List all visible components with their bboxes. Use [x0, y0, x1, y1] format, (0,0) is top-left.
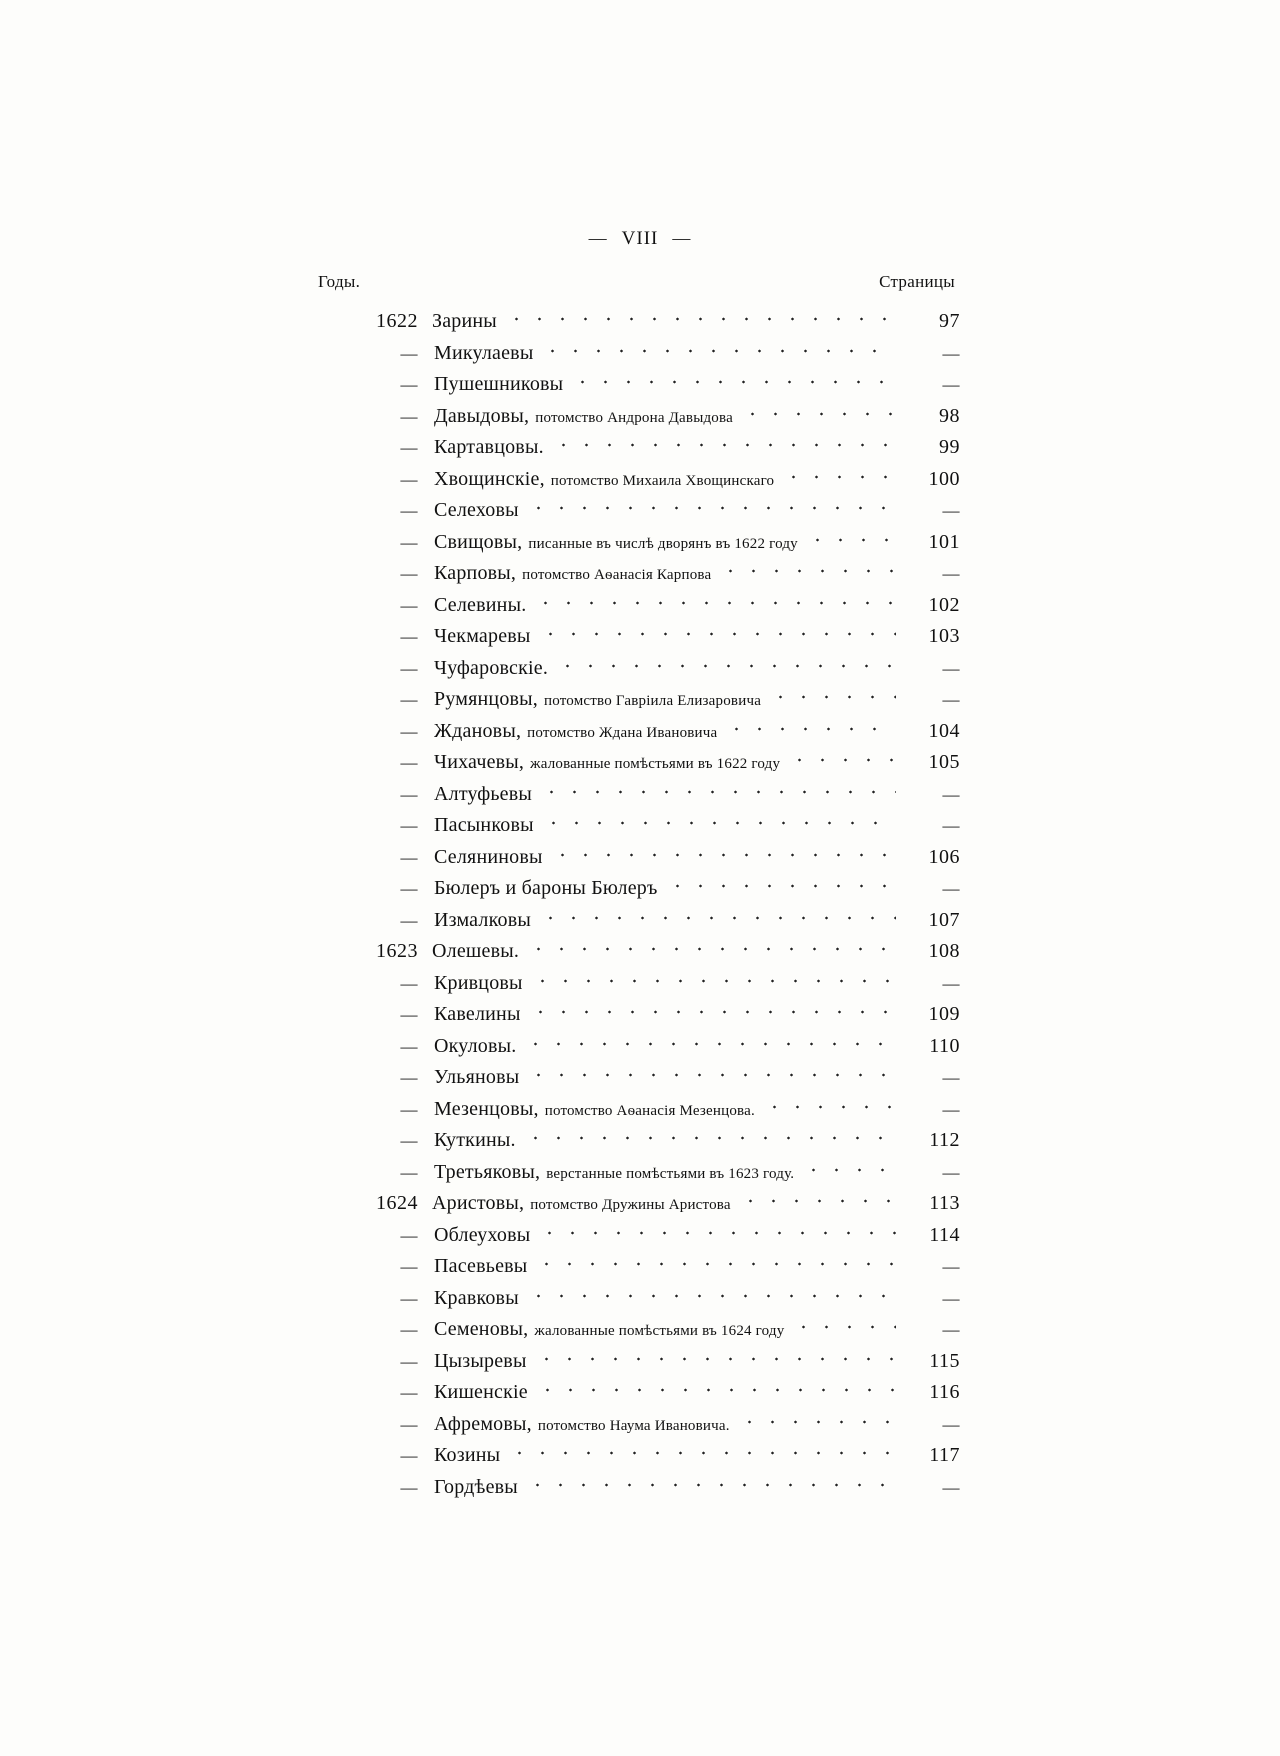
entry-body [434, 783, 902, 806]
entry-name: Окуловы. [434, 1034, 517, 1057]
entry-page-number: 103 [928, 625, 960, 647]
entry-year: — [400, 1257, 418, 1276]
entry-page-number: 117 [929, 1444, 960, 1466]
entry-body [434, 1318, 902, 1341]
toc-entry-row [340, 814, 960, 846]
entry-page-number: — [942, 1288, 960, 1308]
dot-leader [534, 599, 896, 607]
entry-body [434, 1066, 902, 1089]
toc-entry-row [340, 940, 960, 972]
toc-entry-row [340, 373, 960, 405]
entry-name: Микулаевы [434, 341, 534, 364]
dot-leader [540, 788, 896, 796]
entry-name: Пасынковы [434, 814, 534, 836]
entry-year: — [400, 343, 418, 363]
entry-year: — [400, 1162, 418, 1182]
dot-leader [802, 1166, 896, 1174]
entry-year: — [400, 501, 418, 520]
entry-name: Гордѣевы [434, 1475, 518, 1498]
entry-name: Карповы, [434, 562, 517, 584]
entry-body [434, 405, 902, 428]
entry-page-number: — [942, 879, 960, 898]
dot-leader [527, 1071, 896, 1079]
entry-year: — [400, 1005, 418, 1024]
toc-entry-row [340, 720, 960, 752]
entry-page-number: — [942, 973, 960, 993]
entry-body [434, 657, 902, 680]
entry-page-number: 106 [928, 845, 960, 868]
entry-page-number: 105 [928, 751, 960, 773]
toc-entry-row [340, 1318, 960, 1350]
entry-name: Олешевы. [432, 940, 520, 962]
entry-year: — [400, 879, 418, 898]
entry-body [434, 625, 902, 648]
table-of-contents [318, 272, 960, 1507]
entry-year: — [400, 721, 418, 741]
toc-entry-row [340, 1035, 960, 1067]
entry-body [434, 1224, 902, 1247]
entry-body [434, 594, 902, 617]
dot-leader [556, 662, 896, 670]
toc-entry-row [340, 783, 960, 815]
entry-body [434, 720, 902, 743]
toc-entry-row [340, 1287, 960, 1319]
entry-year: — [400, 1320, 418, 1339]
entry-page-number: 110 [929, 1034, 960, 1057]
entry-year: — [400, 627, 418, 646]
toc-entry-row [340, 1476, 960, 1508]
entry-year: — [400, 438, 418, 457]
entry-name: Кривцовы [434, 971, 523, 994]
entry-name: Пасевьевы [434, 1255, 528, 1277]
dot-leader [505, 315, 896, 323]
dot-leader [719, 567, 896, 575]
entry-page-number: — [942, 1320, 960, 1339]
dot-leader [741, 410, 896, 418]
entry-description: потомство Наума Ивановича. [537, 1417, 730, 1434]
entry-year: — [400, 564, 418, 583]
column-header-pages: Страницы [879, 272, 955, 291]
entry-name: Ульяновы [434, 1066, 520, 1088]
toc-entry-row [340, 751, 960, 783]
entry-page-number: 100 [928, 467, 960, 490]
entry-description: потомство Михаила Хвощинскаго [550, 472, 775, 489]
dot-leader [538, 1229, 896, 1237]
entry-body [434, 909, 902, 932]
toc-entry-row [340, 1444, 960, 1476]
entry-name: Куткины. [434, 1129, 516, 1151]
toc-entry-row [340, 972, 960, 1004]
toc-rows [340, 310, 960, 1507]
toc-entry-row [340, 468, 960, 500]
entry-name: Хвощинскіе, [434, 467, 545, 490]
entry-page-number: — [942, 1099, 960, 1119]
entry-description: жалованные помѣстьями въ 1624 году [534, 1323, 785, 1339]
dot-leader [769, 693, 896, 701]
entry-body [434, 562, 902, 585]
entry-body [434, 1035, 902, 1058]
entry-name: Ждановы, [434, 719, 522, 742]
entry-page-number: — [942, 784, 960, 804]
entry-body [432, 310, 902, 333]
dot-leader [529, 1008, 896, 1016]
entry-page-number: — [942, 1162, 960, 1182]
entry-page-number: 108 [928, 940, 960, 962]
toc-entry-row [340, 1255, 960, 1287]
entry-page-number: — [942, 1257, 960, 1276]
entry-page-number: 113 [929, 1192, 960, 1214]
dot-leader [551, 851, 896, 859]
dot-leader [552, 441, 896, 449]
toc-entry-row [340, 499, 960, 531]
entry-body [434, 846, 902, 869]
dot-leader [524, 1040, 896, 1048]
entry-description: потомство Аѳанасія Карпова [522, 567, 712, 583]
entry-year: — [400, 784, 418, 804]
entry-name: Облеуховы [434, 1223, 531, 1246]
dot-leader [535, 1355, 896, 1363]
entry-name: Селевины. [434, 593, 527, 616]
toc-entry-row [340, 909, 960, 941]
entry-name: Пушешниковы [434, 373, 564, 395]
dot-leader [806, 536, 896, 544]
entry-name: Давыдовы, [434, 404, 530, 427]
toc-entry-row [340, 877, 960, 909]
entry-name: Селеховы [434, 499, 519, 521]
toc-entry-row [340, 846, 960, 878]
dot-leader [763, 1103, 896, 1111]
entry-body [434, 531, 902, 554]
entry-page-number: 115 [929, 1349, 960, 1372]
entry-description: писанные въ числѣ дворянъ въ 1622 году [528, 535, 798, 552]
entry-name: Аристовы, [432, 1192, 525, 1214]
entry-name: Семеновы, [434, 1318, 529, 1340]
toc-entry-row [340, 594, 960, 626]
entry-page-number: — [942, 1068, 960, 1087]
entry-year: — [400, 532, 418, 552]
entry-body [434, 499, 902, 522]
entry-year: — [400, 1446, 418, 1465]
dot-leader [725, 725, 896, 733]
dot-leader [508, 1449, 896, 1457]
entry-page-number: 104 [928, 719, 960, 742]
entry-body [434, 436, 902, 459]
entry-page-number: 101 [928, 530, 960, 553]
entry-year: — [400, 1288, 418, 1308]
dot-leader [535, 1260, 896, 1268]
entry-body [434, 1413, 902, 1436]
entry-body [434, 1161, 902, 1184]
entry-year: — [400, 469, 418, 489]
toc-entry-row [340, 1381, 960, 1413]
entry-name: Афремовы, [434, 1412, 532, 1435]
toc-entry-row [340, 688, 960, 720]
entry-year: — [400, 973, 418, 993]
folio-number: VIII [621, 228, 659, 249]
toc-entry-row [340, 405, 960, 437]
dot-leader [542, 819, 896, 827]
entry-description: верстанные помѣстьями въ 1623 году. [546, 1165, 795, 1182]
entry-name: Бюлеръ и бароны Бюлеръ [434, 877, 658, 899]
toc-entry-row [340, 531, 960, 563]
dot-leader [536, 1386, 896, 1394]
entry-year: — [400, 910, 418, 930]
entry-year: — [400, 406, 418, 426]
dot-leader [738, 1418, 896, 1426]
entry-description: потомство Ждана Ивановича [527, 724, 718, 741]
entry-name: Чихачевы, [434, 751, 525, 773]
entry-page-number: 116 [929, 1381, 960, 1403]
entry-body [434, 814, 902, 837]
entry-body [434, 877, 902, 900]
entry-body [432, 940, 902, 963]
dot-leader [539, 914, 896, 922]
entry-page-number: 114 [929, 1223, 960, 1246]
entry-year: — [400, 1414, 418, 1434]
dot-leader [666, 882, 896, 890]
entry-year: — [400, 1477, 418, 1497]
entry-name: Зарины [432, 310, 497, 332]
entry-page-number: — [942, 1414, 960, 1434]
entry-name: Чекмаревы [434, 625, 531, 647]
dot-leader [524, 1134, 896, 1142]
dot-leader [541, 347, 896, 355]
toc-entry-row [340, 310, 960, 342]
entry-body [432, 1192, 902, 1215]
entry-description: жалованные помѣстьями въ 1622 году [530, 756, 781, 772]
toc-entry-row [340, 1098, 960, 1130]
entry-body [434, 1129, 902, 1152]
entry-body [434, 1003, 902, 1026]
entry-name: Мезенцовы, [434, 1097, 539, 1120]
dot-leader [527, 1292, 896, 1300]
entry-year: — [400, 1036, 418, 1056]
dot-leader [527, 945, 896, 953]
entry-year: — [400, 1068, 418, 1087]
entry-page-number: — [942, 564, 960, 583]
dot-leader [782, 473, 896, 481]
entry-page-number: — [942, 658, 960, 678]
entry-body [434, 688, 902, 711]
entry-body [434, 751, 902, 774]
dot-leader [792, 1323, 896, 1331]
entry-description: потомство Гаврiила Елизаровича [544, 693, 762, 709]
entry-page-number: — [942, 343, 960, 363]
dot-leader [788, 756, 896, 764]
entry-year: 1624 [376, 1192, 418, 1214]
folio-dash-right: — [672, 228, 692, 248]
entry-page-number: — [942, 375, 960, 394]
entry-year: — [400, 1099, 418, 1119]
toc-entry-row [340, 1224, 960, 1256]
entry-year: — [400, 375, 418, 394]
entry-page-number: 97 [939, 310, 960, 332]
toc-entry-row [340, 1066, 960, 1098]
entry-page-number: 102 [928, 593, 960, 616]
page-folio [0, 228, 1280, 250]
toc-entry-row [340, 436, 960, 468]
entry-name: Кавелины [434, 1003, 521, 1025]
dot-leader [539, 630, 896, 638]
toc-entry-row [340, 657, 960, 689]
toc-column-headers [318, 272, 955, 292]
entry-page-number: — [942, 816, 960, 835]
entry-page-number: — [942, 1477, 960, 1497]
entry-year: — [400, 753, 418, 772]
dot-leader [531, 977, 896, 985]
entry-body [434, 972, 902, 995]
entry-page-number: — [942, 690, 960, 709]
entry-year: — [400, 690, 418, 709]
entry-page-number: 112 [929, 1129, 960, 1151]
entry-name: Картавцовы. [434, 436, 544, 458]
entry-description: потомство Аѳанасія Мезенцова. [544, 1102, 755, 1119]
entry-name: Чуфаровскіе. [434, 656, 549, 679]
entry-page-number: 99 [939, 436, 960, 458]
entry-body [434, 342, 902, 365]
entry-name: Третьяковы, [434, 1160, 541, 1183]
entry-name: Румянцовы, [434, 688, 539, 710]
entry-year: — [400, 658, 418, 678]
entry-page-number: — [942, 501, 960, 520]
entry-year: 1623 [376, 940, 418, 962]
entry-body [434, 1444, 902, 1467]
dot-leader [739, 1197, 896, 1205]
dot-leader [526, 1481, 896, 1489]
entry-body [434, 1287, 902, 1310]
entry-body [434, 373, 902, 396]
entry-name: Цызыревы [434, 1349, 527, 1372]
toc-entry-row [340, 342, 960, 374]
entry-name: Свищовы, [434, 530, 523, 553]
entry-name: Козины [434, 1444, 501, 1466]
toc-entry-row [340, 1003, 960, 1035]
column-header-years: Годы. [318, 272, 361, 291]
entry-name: Кравковы [434, 1286, 519, 1309]
toc-entry-row [340, 1192, 960, 1224]
entry-year: — [400, 1383, 418, 1402]
entry-page-number: 109 [928, 1003, 960, 1025]
toc-entry-row [340, 625, 960, 657]
entry-year: — [400, 816, 418, 835]
entry-description: потомство Дружины Аристова [530, 1197, 731, 1213]
toc-entry-row [340, 1161, 960, 1193]
toc-entry-row [340, 1350, 960, 1382]
entry-name: Измалковы [434, 908, 531, 931]
entry-description: потомство Андрона Давыдова [535, 409, 733, 426]
entry-year: — [400, 1351, 418, 1371]
entry-page-number: 107 [928, 908, 960, 931]
entry-body [434, 1381, 902, 1404]
dot-leader [571, 378, 896, 386]
entry-year: — [400, 1131, 418, 1150]
entry-year: — [400, 1225, 418, 1245]
entry-page-number: 98 [939, 404, 960, 427]
folio-dash-left: — [588, 228, 608, 248]
entry-year: — [400, 847, 418, 867]
entry-body [434, 468, 902, 491]
toc-entry-row [340, 562, 960, 594]
entry-name: Алтуфьевы [434, 782, 533, 805]
entry-name: Кишенскіе [434, 1381, 528, 1403]
toc-entry-row [340, 1129, 960, 1161]
entry-year: 1622 [376, 310, 418, 332]
entry-year: — [400, 595, 418, 615]
entry-name: Селяниновы [434, 845, 543, 868]
toc-entry-row [340, 1413, 960, 1445]
entry-body [434, 1476, 902, 1499]
dot-leader [527, 504, 896, 512]
entry-body [434, 1350, 902, 1373]
entry-body [434, 1255, 902, 1278]
entry-body [434, 1098, 902, 1121]
